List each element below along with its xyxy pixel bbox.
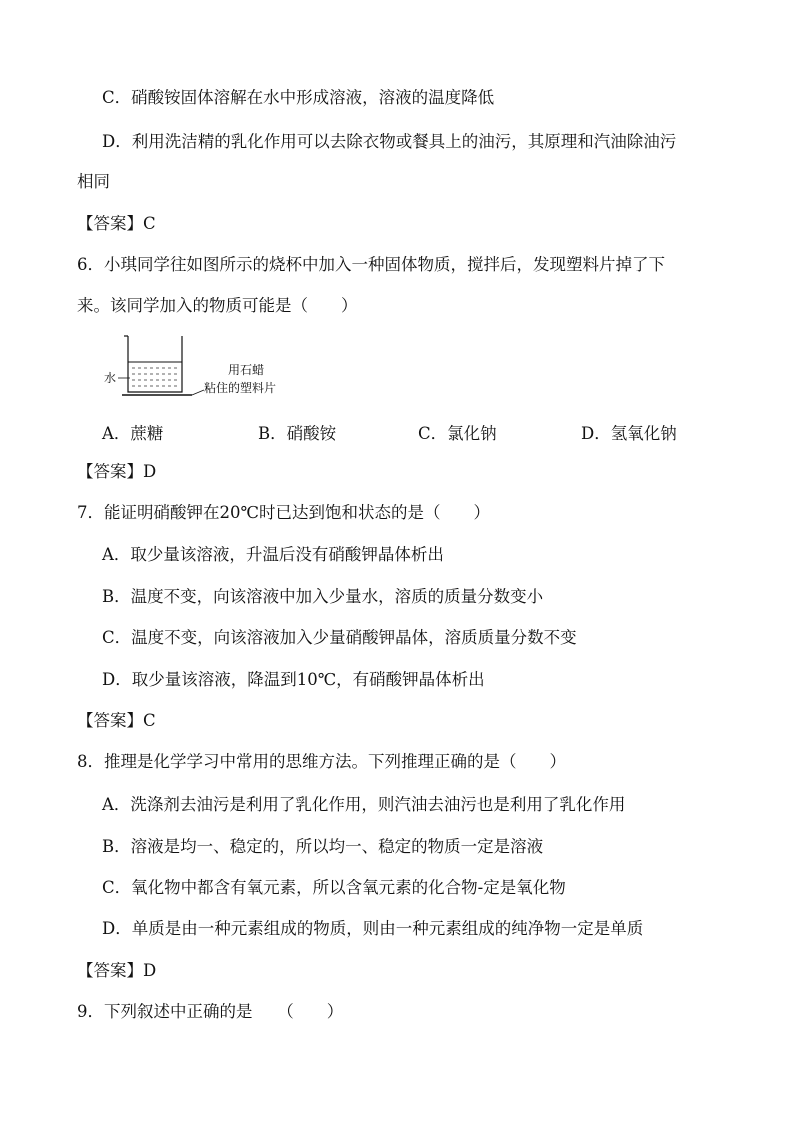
label-wax: 用石蜡 [228,363,265,377]
q6-option-c: C．氯化钠 [418,424,497,443]
label-plate: 粘住的塑料片 [204,381,277,395]
water-pattern [132,368,178,386]
beaker-outline [128,336,182,392]
q6-answer: 【答案】D [77,462,157,481]
q7-option-a: A．取少量该溶液，升温后没有硝酸钾晶体析出 [102,545,444,564]
label-water: 水 [104,371,117,385]
plate-leader [192,390,204,395]
q8-stem: 8．推理是化学学习中常用的思维方法。下列推理正确的是（ ） [77,752,566,771]
q8-option-b: B．溶液是均一、稳定的，所以均一、稳定的物质一定是溶液 [102,837,544,856]
q7-stem: 7．能证明硝酸钾在20℃时已达到饱和状态的是（ ） [77,503,490,522]
beaker-figure [100,330,330,400]
q7-option-b: B．温度不变，向该溶液中加入少量水，溶质的质量分数变小 [102,587,544,606]
q9-stem: 9．下列叙述中正确的是 （ ） [77,1002,344,1021]
q8-option-d: D．单质是由一种元素组成的物质，则由一种元素组成的纯净物一定是单质 [102,919,644,938]
q6-options [0,420,794,442]
q5-option-c: C．硝酸铵固体溶解在水中形成溶液，溶液的温度降低 [102,88,495,107]
q6-stem-line1: 6．小琪同学往如图所示的烧杯中加入一种固体物质，搅拌后，发现塑料片掉了下 [77,255,665,274]
q6-option-d: D．氢氧化钠 [581,424,677,443]
q5-option-d-line2: 相同 [77,172,110,191]
q8-option-a: A．洗涤剂去油污是利用了乳化作用，则汽油去油污也是利用了乳化作用 [102,795,626,814]
q8-answer: 【答案】D [77,961,157,980]
q7-option-d: D．取少量该溶液，降温到10℃，有硝酸钾晶体析出 [102,670,485,689]
q6-option-b: B．硝酸铵 [258,424,337,443]
q5-option-d-line1: D．利用洗洁精的乳化作用可以去除衣物或餐具上的油污，其原理和汽油除油污 [102,132,677,151]
q6-option-a: A．蔗糖 [102,424,164,443]
q7-answer: 【答案】C [77,711,156,730]
q7-option-c: C．温度不变，向该溶液加入少量硝酸钾晶体，溶质质量分数不变 [102,628,577,647]
q8-option-c: C．氧化物中都含有氧元素，所以含氧元素的化合物-定是氧化物 [102,878,566,897]
q5-answer: 【答案】C [77,214,156,233]
q6-stem-line2: 来。该同学加入的物质可能是（ ） [77,296,358,315]
